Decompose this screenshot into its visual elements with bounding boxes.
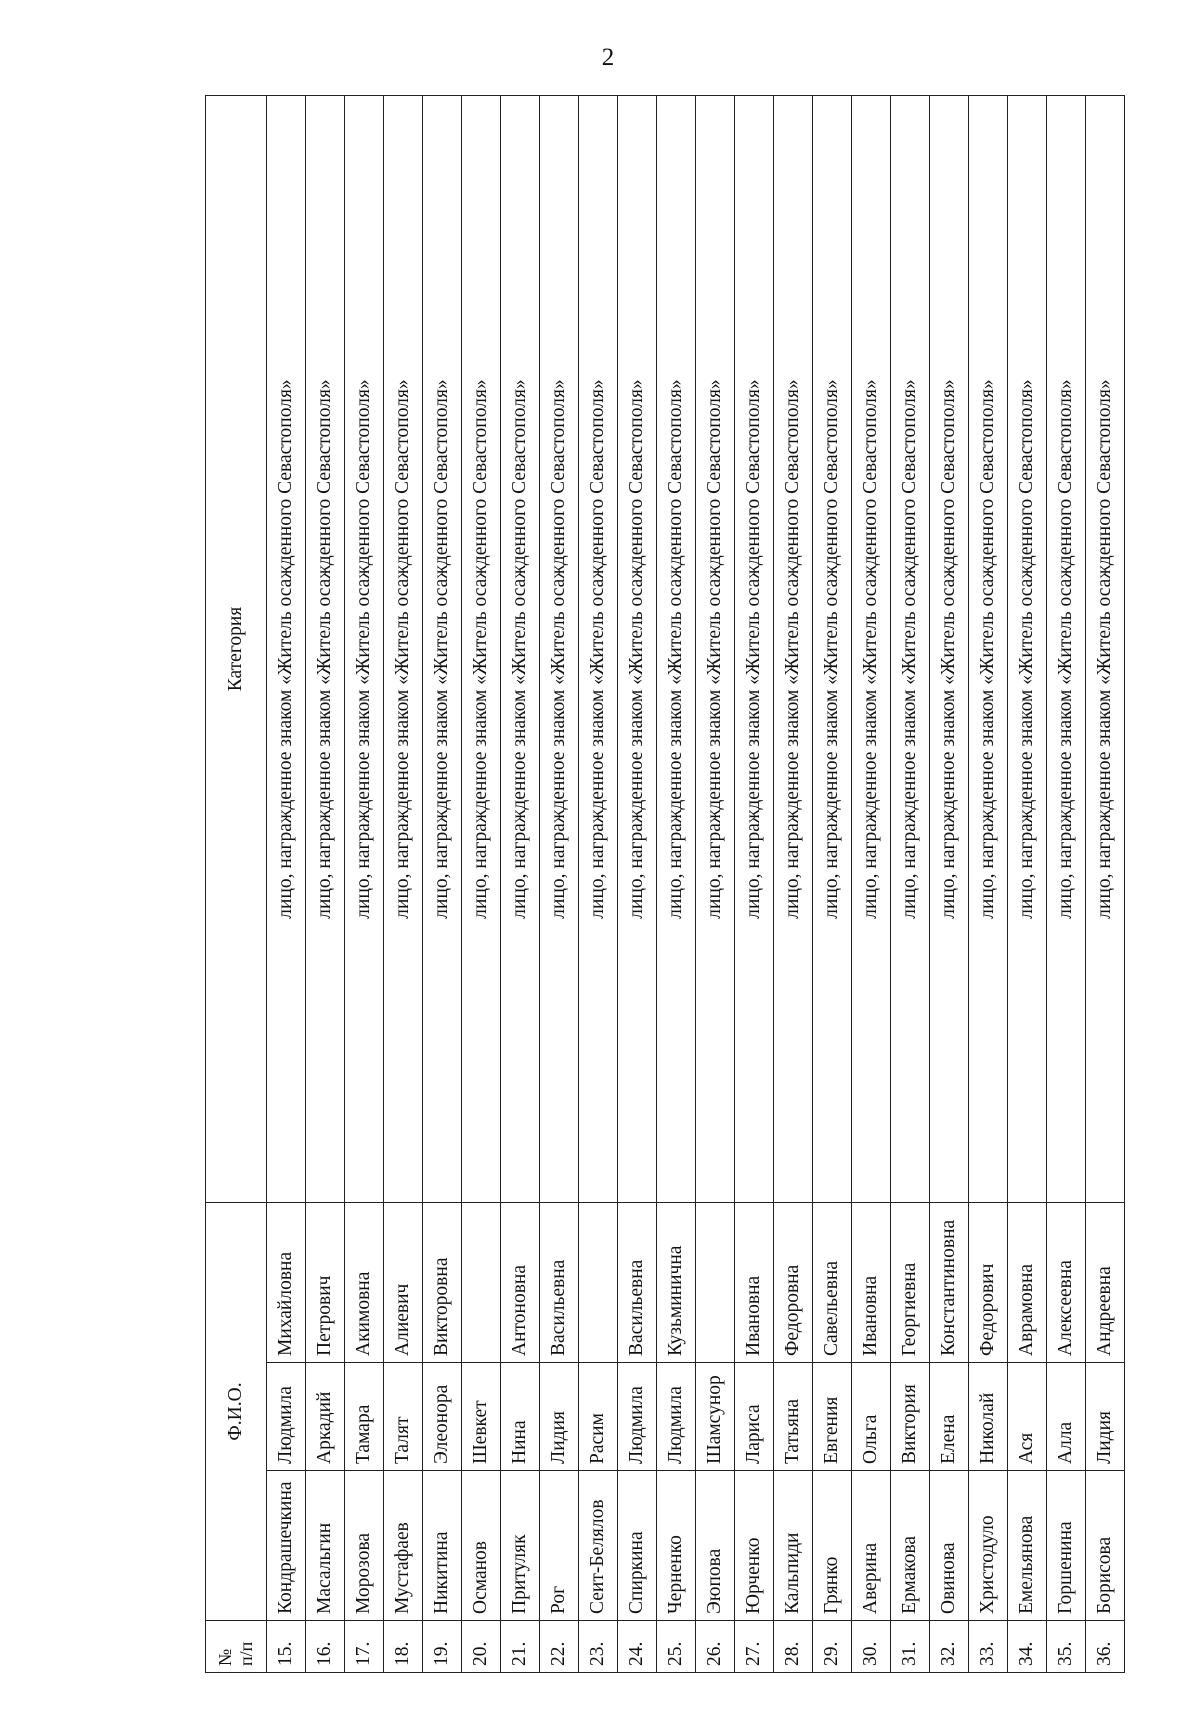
row-last-name: Мустафаев: [384, 1471, 423, 1621]
row-number: 34.: [1008, 1621, 1047, 1673]
row-first-name: Евгения: [813, 1363, 852, 1471]
row-number: 30.: [852, 1621, 891, 1673]
row-number: 22.: [540, 1621, 579, 1673]
row-last-name: Рог: [540, 1471, 579, 1621]
row-last-name: Османов: [462, 1471, 501, 1621]
row-last-name: Борисова: [1086, 1471, 1125, 1621]
row-middle-name: Ивановна: [735, 1203, 774, 1363]
row-category: лицо, награжденное знаком «Житель осажденного Севастополя»: [462, 96, 501, 1203]
row-category: лицо, награжденное знаком «Житель осажденного Севастополя»: [1047, 96, 1086, 1203]
row-first-name: Лидия: [1086, 1363, 1125, 1471]
table-row: [306, 96, 345, 1673]
row-number: 16.: [306, 1621, 345, 1673]
row-last-name: Кондрашечкина: [267, 1471, 306, 1621]
header-number: [206, 1621, 267, 1673]
row-last-name: Грянко: [813, 1471, 852, 1621]
row-number: 28.: [774, 1621, 813, 1673]
row-middle-name: Викторовна: [423, 1203, 462, 1363]
table-row: [969, 96, 1008, 1673]
row-last-name: Горшенина: [1047, 1471, 1086, 1621]
row-last-name: Юрченко: [735, 1471, 774, 1621]
row-number: 36.: [1086, 1621, 1125, 1673]
header-number-line1: №: [215, 1648, 236, 1666]
row-number: 25.: [657, 1621, 696, 1673]
table-row: [930, 96, 969, 1673]
row-category: лицо, награжденное знаком «Житель осажденного Севастополя»: [267, 96, 306, 1203]
table-row: [345, 96, 384, 1673]
table-row: [267, 96, 306, 1673]
row-middle-name: Петрович: [306, 1203, 345, 1363]
row-number: 15.: [267, 1621, 306, 1673]
row-number: 23.: [579, 1621, 618, 1673]
row-last-name: Овинова: [930, 1471, 969, 1621]
row-last-name: Аверина: [852, 1471, 891, 1621]
row-first-name: Аркадий: [306, 1363, 345, 1471]
row-first-name: Тамара: [345, 1363, 384, 1471]
row-first-name: Нина: [501, 1363, 540, 1471]
row-category: лицо, награжденное знаком «Житель осажденного Севастополя»: [969, 96, 1008, 1203]
row-first-name: Людмила: [657, 1363, 696, 1471]
rotated-table-wrapper: [205, 96, 1118, 1673]
row-first-name: Лидия: [540, 1363, 579, 1471]
row-number: 33.: [969, 1621, 1008, 1673]
table-row: [1086, 96, 1125, 1673]
row-middle-name: [579, 1203, 618, 1363]
row-category: лицо, награжденное знаком «Житель осажденного Севастополя»: [306, 96, 345, 1203]
row-middle-name: [462, 1203, 501, 1363]
table-row: [579, 96, 618, 1673]
row-last-name: Кальпиди: [774, 1471, 813, 1621]
row-number: 20.: [462, 1621, 501, 1673]
row-first-name: Людмила: [618, 1363, 657, 1471]
row-last-name: Притуляк: [501, 1471, 540, 1621]
row-first-name: Алла: [1047, 1363, 1086, 1471]
row-middle-name: Антоновна: [501, 1203, 540, 1363]
row-category: лицо, награжденное знаком «Житель осажденного Севастополя»: [501, 96, 540, 1203]
table-row: [384, 96, 423, 1673]
row-category: лицо, награжденное знаком «Житель осажденного Севастополя»: [384, 96, 423, 1203]
row-middle-name: Кузьминична: [657, 1203, 696, 1363]
row-number: 26.: [696, 1621, 735, 1673]
table-row: [618, 96, 657, 1673]
row-middle-name: Алексеевна: [1047, 1203, 1086, 1363]
table-body: [267, 96, 1125, 1673]
row-number: 21.: [501, 1621, 540, 1673]
row-number: 27.: [735, 1621, 774, 1673]
recipients-table: [205, 95, 1125, 1673]
row-number: 19.: [423, 1621, 462, 1673]
row-category: лицо, награжденное знаком «Житель осажденного Севастополя»: [735, 96, 774, 1203]
table-row: [1047, 96, 1086, 1673]
row-category: лицо, награжденное знаком «Житель осажденного Севастополя»: [1086, 96, 1125, 1203]
table-row: [1008, 96, 1047, 1673]
row-middle-name: Савельевна: [813, 1203, 852, 1363]
row-number: 24.: [618, 1621, 657, 1673]
header-number-line2: п/п: [236, 1641, 256, 1666]
table-row: [540, 96, 579, 1673]
table-row: [774, 96, 813, 1673]
table-row: [735, 96, 774, 1673]
row-last-name: Сеит-Белялов: [579, 1471, 618, 1621]
row-number: 32.: [930, 1621, 969, 1673]
row-last-name: Никитина: [423, 1471, 462, 1621]
table-row: [657, 96, 696, 1673]
table-row: [852, 96, 891, 1673]
row-middle-name: Андреевна: [1086, 1203, 1125, 1363]
row-first-name: Талят: [384, 1363, 423, 1471]
row-number: 31.: [891, 1621, 930, 1673]
table-row: [501, 96, 540, 1673]
row-first-name: Элеонора: [423, 1363, 462, 1471]
row-middle-name: Федорович: [969, 1203, 1008, 1363]
table-row: [462, 96, 501, 1673]
row-last-name: Спиркина: [618, 1471, 657, 1621]
row-category: лицо, награжденное знаком «Житель осажденного Севастополя»: [852, 96, 891, 1203]
row-number: 18.: [384, 1621, 423, 1673]
row-first-name: Татьяна: [774, 1363, 813, 1471]
row-last-name: Христодуло: [969, 1471, 1008, 1621]
row-middle-name: Акимовна: [345, 1203, 384, 1363]
table-header-row: [206, 96, 267, 1673]
row-category: лицо, награжденное знаком «Житель осажденного Севастополя»: [891, 96, 930, 1203]
row-category: лицо, награжденное знаком «Житель осажденного Севастополя»: [1008, 96, 1047, 1203]
row-category: лицо, награжденное знаком «Житель осажденного Севастополя»: [813, 96, 852, 1203]
row-middle-name: Алиевич: [384, 1203, 423, 1363]
row-last-name: Эюпова: [696, 1471, 735, 1621]
row-first-name: Расим: [579, 1363, 618, 1471]
row-middle-name: Аврамовна: [1008, 1203, 1047, 1363]
row-category: лицо, награжденное знаком «Житель осажденного Севастополя»: [696, 96, 735, 1203]
row-category: лицо, награжденное знаком «Житель осажденного Севастополя»: [774, 96, 813, 1203]
row-category: лицо, награжденное знаком «Житель осажденного Севастополя»: [345, 96, 384, 1203]
row-number: 29.: [813, 1621, 852, 1673]
row-first-name: Людмила: [267, 1363, 306, 1471]
row-category: лицо, награжденное знаком «Житель осажденного Севастополя»: [540, 96, 579, 1203]
table-row: [891, 96, 930, 1673]
row-last-name: Емельянова: [1008, 1471, 1047, 1621]
row-category: лицо, награжденное знаком «Житель осажденного Севастополя»: [618, 96, 657, 1203]
header-fio: Ф.И.О.: [206, 1203, 267, 1621]
row-middle-name: Ивановна: [852, 1203, 891, 1363]
row-number: 17.: [345, 1621, 384, 1673]
row-category: лицо, награжденное знаком «Житель осажденного Севастополя»: [579, 96, 618, 1203]
row-last-name: Черненко: [657, 1471, 696, 1621]
table-row: [696, 96, 735, 1673]
row-middle-name: Михайловна: [267, 1203, 306, 1363]
row-last-name: Масальгин: [306, 1471, 345, 1621]
row-category: лицо, награжденное знаком «Житель осажденного Севастополя»: [657, 96, 696, 1203]
row-middle-name: Васильевна: [540, 1203, 579, 1363]
row-first-name: Шевкет: [462, 1363, 501, 1471]
header-category: Категория: [206, 96, 267, 1203]
row-middle-name: [696, 1203, 735, 1363]
row-category: лицо, награжденное знаком «Житель осажденного Севастополя»: [930, 96, 969, 1203]
table-row: [813, 96, 852, 1673]
row-last-name: Морозова: [345, 1471, 384, 1621]
table-row: [423, 96, 462, 1673]
row-middle-name: Георгиевна: [891, 1203, 930, 1363]
row-first-name: Ася: [1008, 1363, 1047, 1471]
page-number: 2: [601, 44, 615, 71]
row-middle-name: Васильевна: [618, 1203, 657, 1363]
row-first-name: Елена: [930, 1363, 969, 1471]
row-middle-name: Федоровна: [774, 1203, 813, 1363]
row-first-name: Ольга: [852, 1363, 891, 1471]
row-middle-name: Константиновна: [930, 1203, 969, 1363]
row-first-name: Николай: [969, 1363, 1008, 1471]
row-number: 35.: [1047, 1621, 1086, 1673]
row-first-name: Шамсунор: [696, 1363, 735, 1471]
row-last-name: Ермакова: [891, 1471, 930, 1621]
row-first-name: Виктория: [891, 1363, 930, 1471]
row-category: лицо, награжденное знаком «Житель осажденного Севастополя»: [423, 96, 462, 1203]
row-first-name: Лариса: [735, 1363, 774, 1471]
